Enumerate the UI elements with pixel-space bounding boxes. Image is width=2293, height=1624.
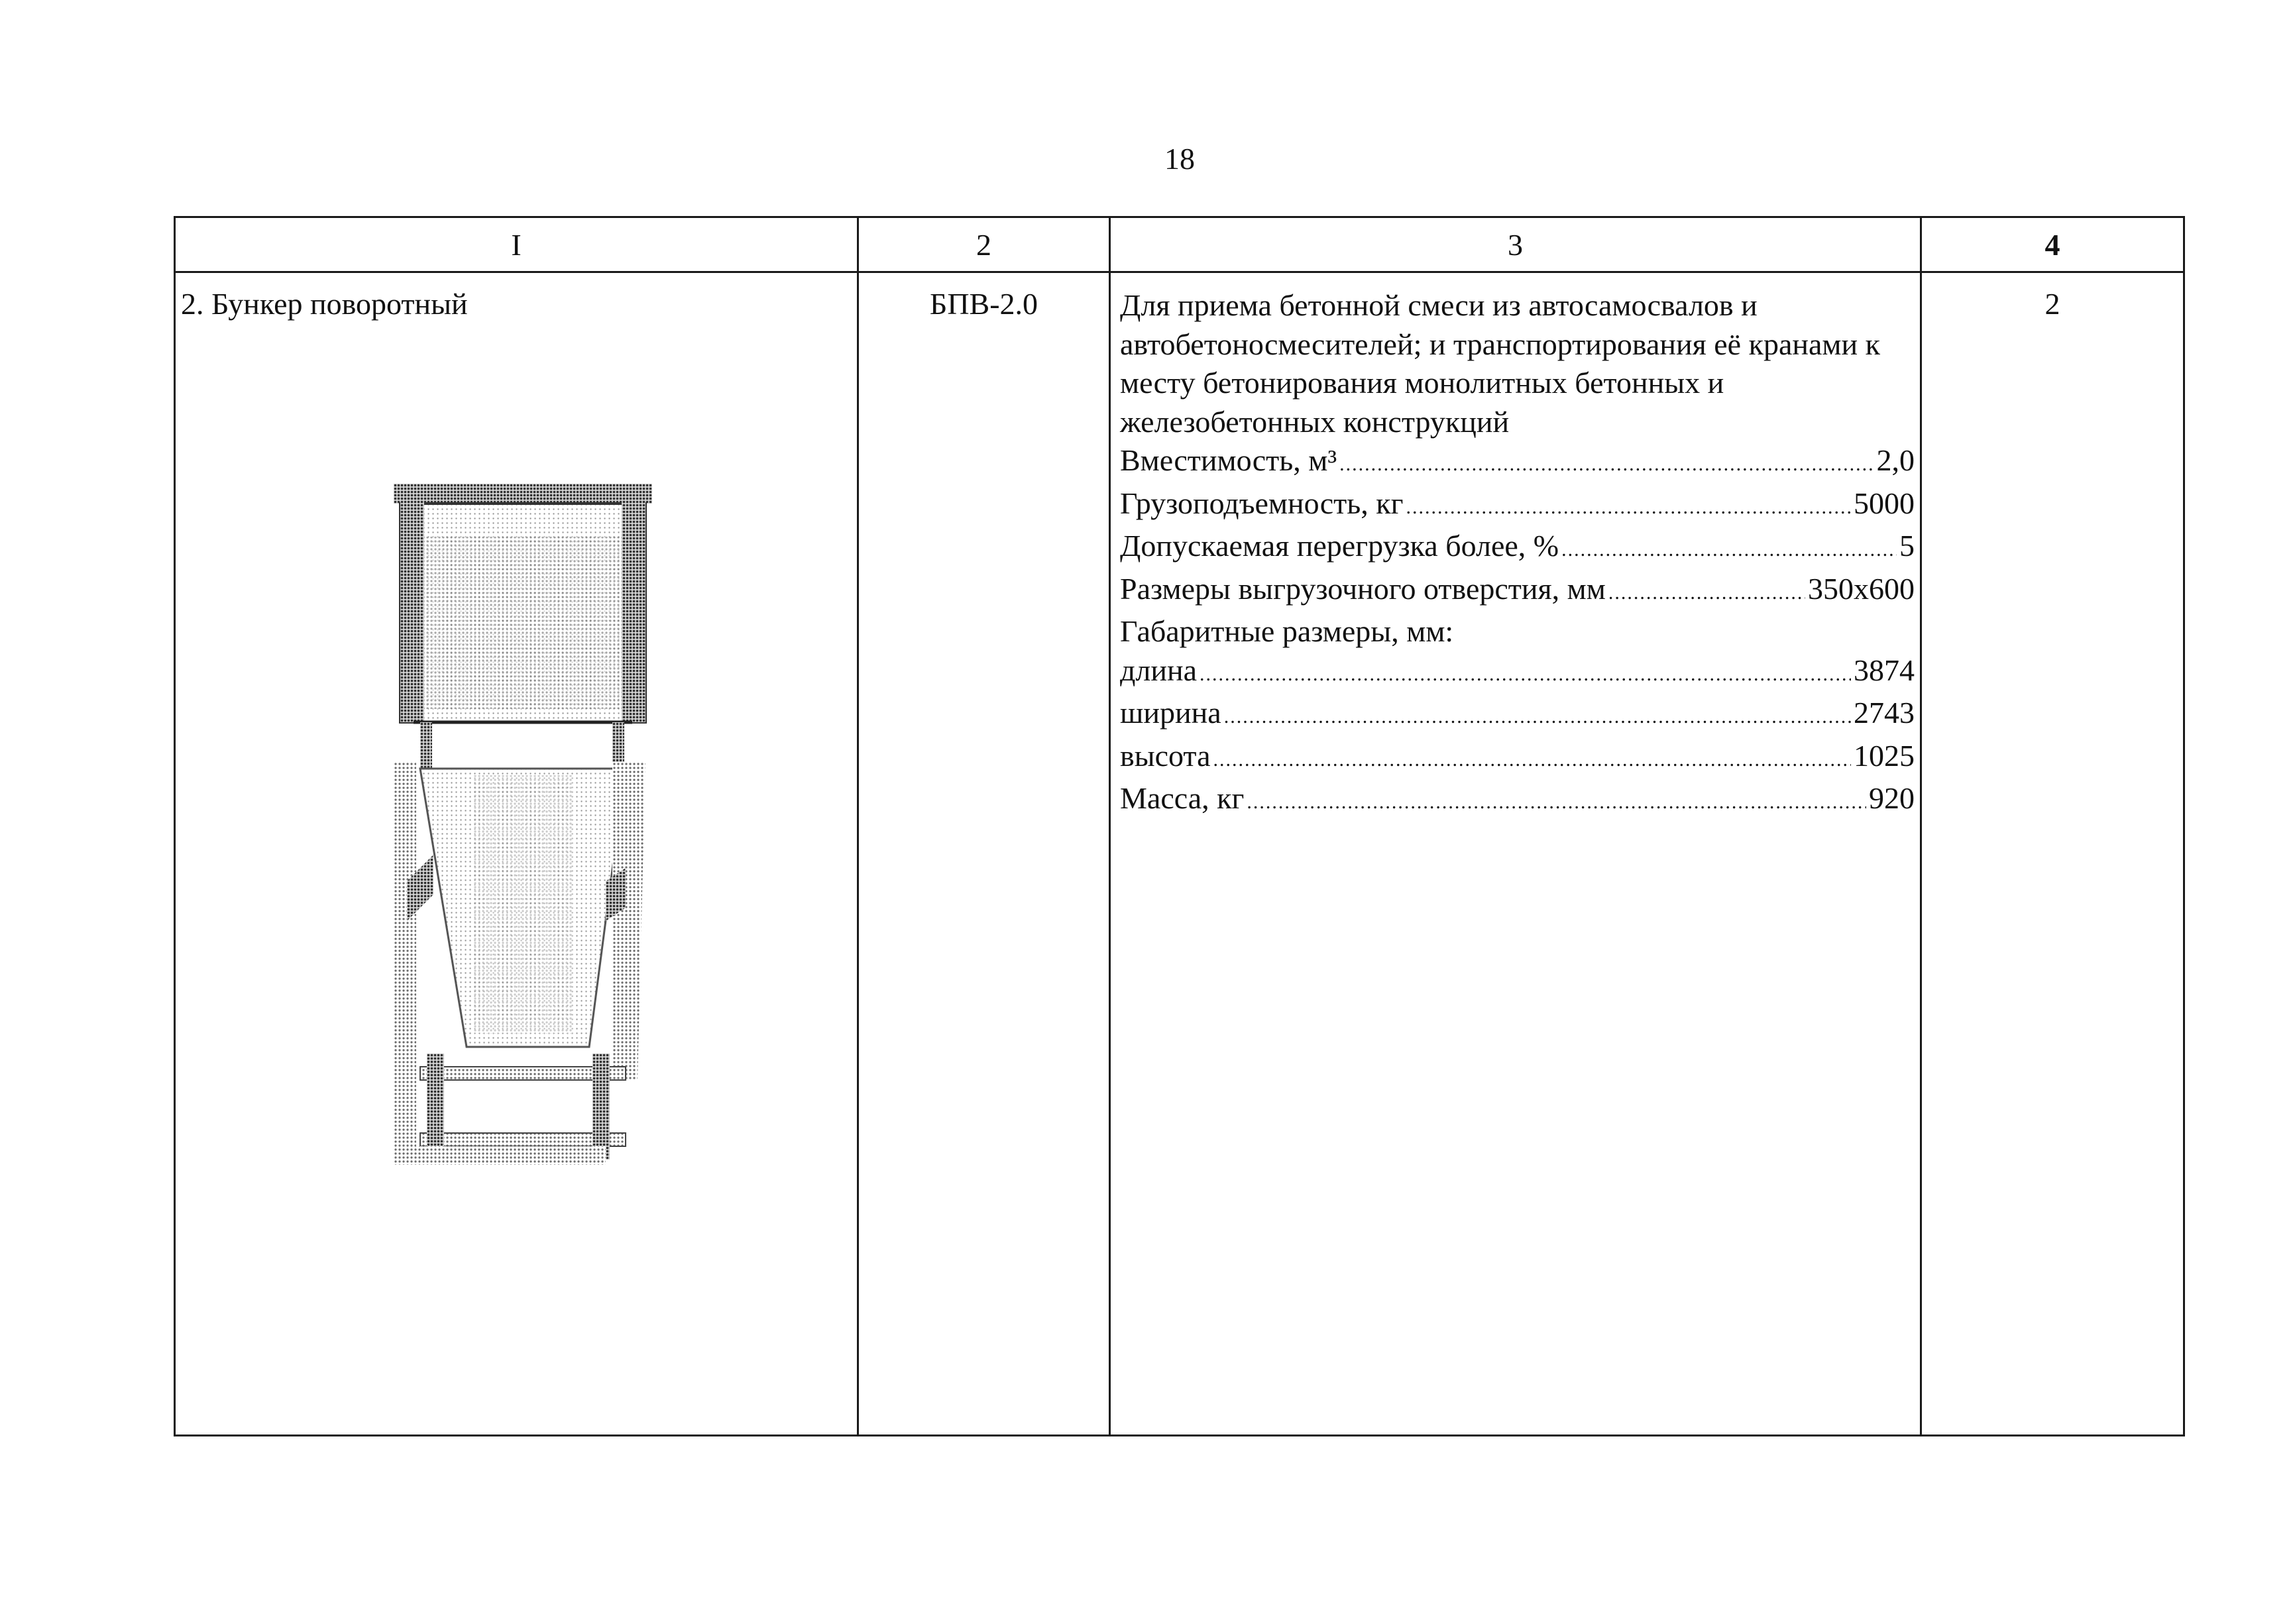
spec-length — [1120, 651, 1915, 694]
spec-value: 1025 — [1854, 738, 1915, 773]
spec-label: Грузоподъемность, кг — [1120, 486, 1404, 520]
header-col-4: 4 — [1921, 217, 2184, 272]
description-cell — [1110, 272, 1921, 1436]
spec-label: Масса, кг — [1120, 781, 1245, 815]
spec-label: высота — [1120, 738, 1211, 773]
spec-capacity — [1120, 441, 1915, 484]
page-number: 18 — [1164, 142, 1195, 176]
header-col-3: 3 — [1110, 217, 1921, 272]
spec-label: длина — [1120, 653, 1198, 687]
spec-label: Вместимость, м³ — [1120, 443, 1337, 477]
spec-height — [1120, 737, 1915, 780]
spec-value: 2,0 — [1876, 443, 1915, 477]
spec-value: 350x600 — [1808, 571, 1915, 606]
model-cell: БПВ-2.0 — [858, 272, 1110, 1436]
table-row — [175, 272, 2184, 1436]
spec-label: Допускаемая перегрузка более, % — [1120, 529, 1559, 563]
spec-value: 5000 — [1854, 486, 1915, 520]
dimensions-title: Габаритные размеры, мм: — [1120, 614, 1454, 648]
spec-outlet-size — [1120, 570, 1915, 613]
header-col-2: 2 — [858, 217, 1110, 272]
hopper-drawing — [394, 484, 652, 1165]
spec-value: 5 — [1899, 529, 1915, 563]
spec-value: 920 — [1869, 781, 1915, 815]
spec-mass — [1120, 779, 1915, 822]
spec-load-capacity — [1120, 484, 1915, 527]
spec-label: Размеры выгрузочного отверстия, мм — [1120, 571, 1606, 606]
spec-value: 3874 — [1854, 653, 1915, 687]
equipment-name: 2. Бункер поворотный — [181, 287, 468, 321]
name-cell — [175, 272, 858, 1436]
description-text: Для приема бетонной смеси из автосамосвалов и автобетоносмесителей; и транспортирования её кранами к месту бетонирования монолитных бетонных и железобетонных конструкций — [1120, 288, 1880, 439]
spec-width — [1120, 694, 1915, 737]
spec-value: 2743 — [1854, 696, 1915, 730]
spec-overload — [1120, 527, 1915, 570]
equipment-table — [174, 216, 2185, 1436]
quantity-cell: 2 — [1921, 272, 2184, 1436]
spec-label: ширина — [1120, 696, 1221, 730]
table-header-row — [175, 217, 2184, 272]
header-col-1: I — [175, 217, 858, 272]
